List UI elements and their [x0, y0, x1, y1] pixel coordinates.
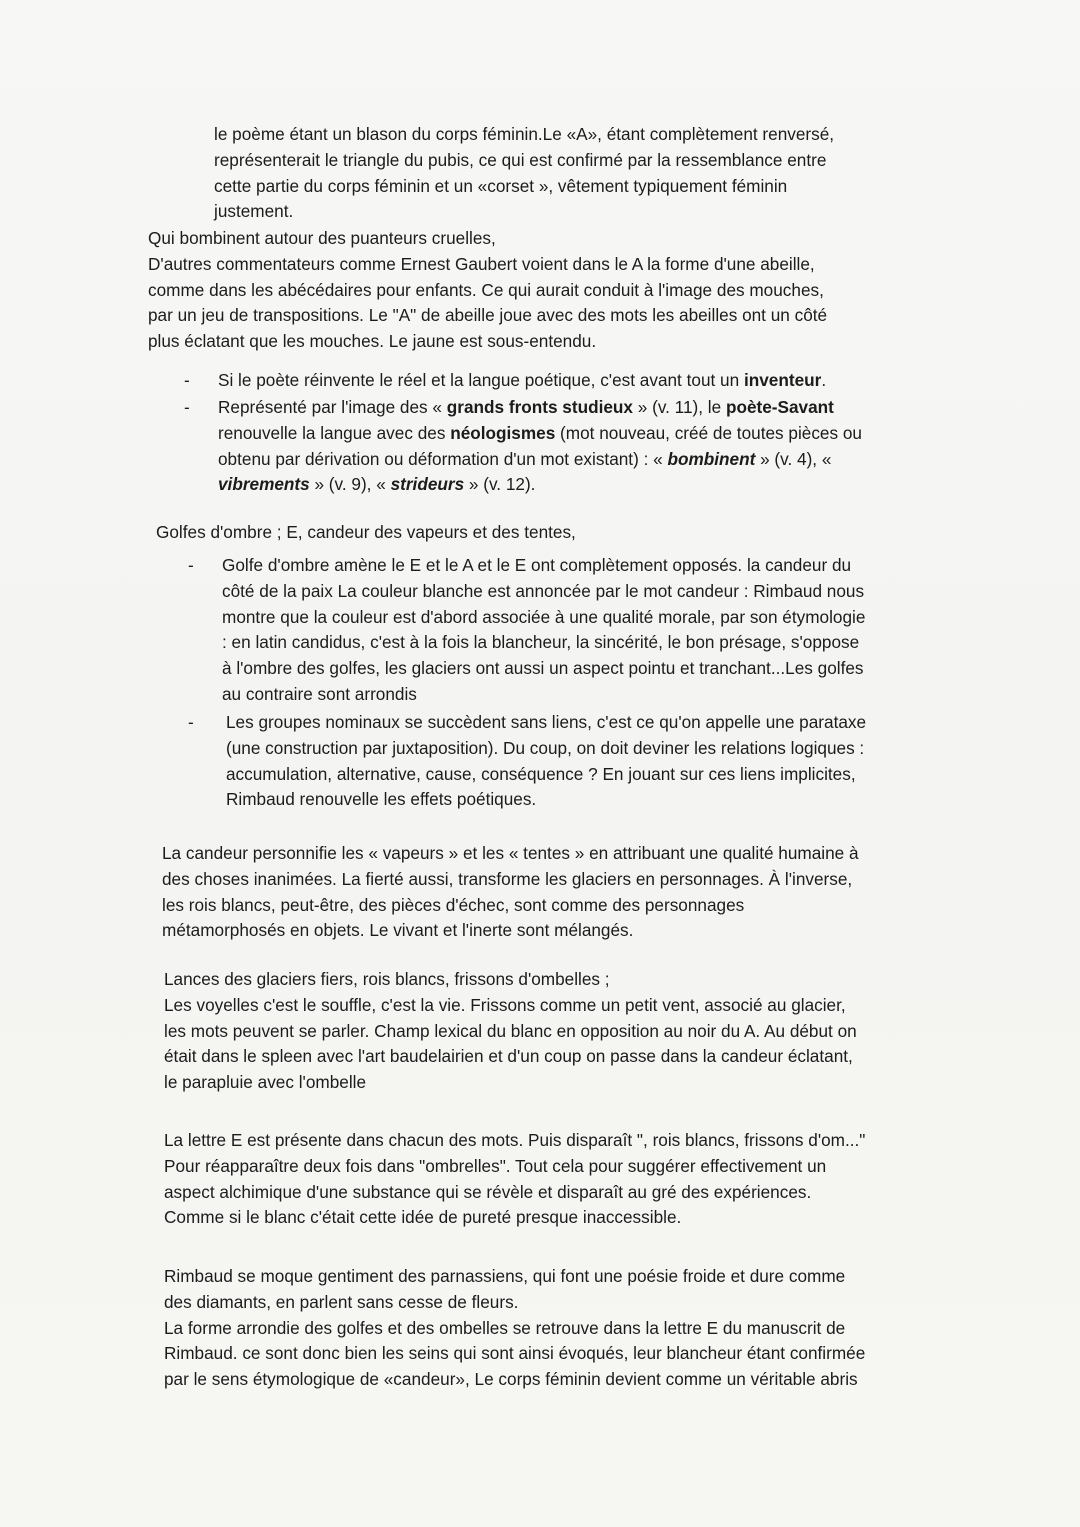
paragraph-parnassiens [164, 1264, 1059, 1393]
text-line: à l'ombre des golfes, les glaciers ont aussi un aspect pointu et tranchant...Les golfes [222, 658, 864, 679]
text-line: : en latin candidus, c'est à la fois la blancheur, la sincérité, le bon présage, s'oppose [222, 632, 860, 653]
text-line: La forme arrondie des golfes et des ombelles se retrouve dans la lettre E du manuscrit de [164, 1317, 846, 1338]
bullet-text: » (v. 11), le [632, 397, 726, 417]
bullet-text: (mot nouveau, créé de toutes pièces ou [555, 422, 862, 443]
text-line: était dans le spleen avec l'art baudelairien et d'un coup on passe dans la candeur éclatant, [164, 1046, 853, 1067]
text-line: Pour réapparaître deux fois dans "ombrelles". Tout cela pour suggérer effectivement un [164, 1155, 827, 1176]
paragraph-abeille [148, 226, 1048, 355]
paragraph-blason [214, 122, 1034, 225]
text-line: Golfe d'ombre amène le E et le A et le E ont complètement opposés. la candeur du [222, 555, 852, 575]
text-line: Rimbaud se moque gentiment des parnassiens, qui font une poésie froide et dure comme [164, 1266, 846, 1286]
paragraph-lances [164, 967, 1054, 1096]
bold-term: grands fronts studieux [446, 397, 633, 417]
bullet-text: Représenté par l'image des « [218, 397, 447, 417]
text-line: aspect alchimique d'une substance qui se révèle et disparaît au gré des expériences. [164, 1181, 812, 1202]
bold-term: néologismes [450, 422, 556, 443]
bullet-dash: - [188, 555, 194, 575]
text-line: par le sens étymologique de «candeur», Le corps féminin devient comme un véritable abris [164, 1369, 858, 1390]
bold-term: poète-Savant [725, 397, 834, 417]
bullet-text: obtenu par dérivation ou déformation d'un mot existant) : « [218, 448, 668, 469]
text-line: accumulation, alternative, cause, conséquence ? En jouant sur ces liens implicites, [226, 763, 856, 784]
text-line: côté de la paix La couleur blanche est annoncée par le mot candeur : Rimbaud nous [222, 580, 865, 601]
text-line: métamorphosés en objets. Le vivant et l'inerte sont mélangés. [162, 920, 634, 941]
text-line: par un jeu de transpositions. Le "A" de abeille joue avec des mots les abeilles ont un côté [148, 305, 828, 326]
bullet-text: renouvelle la langue avec des [218, 422, 451, 443]
bullet-neologismes [218, 395, 1048, 498]
text-line: le parapluie avec l'ombelle [164, 1072, 367, 1093]
text-line: (une construction par juxtaposition). Du coup, on doit deviner les relations logiques : [226, 737, 865, 758]
bullet-inventeur [218, 368, 1048, 394]
verse-golfes [156, 520, 1036, 546]
text-line: les mots peuvent se parler. Champ lexical du blanc en opposition au noir du A. Au début on [164, 1020, 857, 1041]
bullet-dash: - [184, 370, 190, 390]
text-line: La candeur personnifie les « vapeurs » et les « tentes » en attribuant une qualité humaine à [162, 843, 859, 863]
verse-line: Golfes d'ombre ; E, candeur des vapeurs et des tentes, [156, 522, 576, 542]
bullet-text: » (v. 9), « [309, 474, 391, 495]
text-line: les rois blancs, peut-être, des pièces d'échec, sont comme des personnages [162, 894, 745, 915]
text-line: Rimbaud renouvelle les effets poétiques. [226, 789, 537, 810]
paragraph-personnifie [162, 841, 1052, 944]
bullet-candeur [222, 553, 1052, 708]
bullet-dash: - [188, 712, 194, 732]
text-line: D'autres commentateurs comme Ernest Gaubert voient dans le A la forme d'une abeille, [148, 253, 815, 274]
text-line: le poème étant un blason du corps féminin.Le «A», étant complètement renversé, [214, 124, 835, 144]
text-line: montre que la couleur est d'abord associée à une qualité morale, par son étymologie [222, 606, 866, 627]
text-line: représenterait le triangle du pubis, ce qui est confirmé par la ressemblance entre [214, 149, 827, 170]
bullet-text: » (v. 12). [464, 474, 536, 495]
bullet-text: Si le poète réinvente le réel et la langue poétique, c'est avant tout un [218, 370, 744, 390]
text-line: Les groupes nominaux se succèdent sans liens, c'est ce qu'on appelle une parataxe [226, 712, 867, 732]
bold-italic-term: strideurs [390, 474, 465, 495]
bullet-end: . [821, 370, 827, 390]
text-line: La lettre E est présente dans chacun des mots. Puis disparaît ", rois blancs, frissons d'om..." [164, 1130, 866, 1150]
text-line: au contraire sont arrondis [222, 683, 417, 704]
bullet-text: » (v. 4), « [755, 448, 832, 469]
verse-line: Qui bombinent autour des puanteurs cruelles, [148, 228, 496, 248]
text-line: des diamants, en parlent sans cesse de fleurs. [164, 1291, 519, 1312]
bullet-dash: - [184, 397, 190, 417]
text-line: des choses inanimées. La fierté aussi, transforme les glaciers en personnages. À l'inverse, [162, 868, 853, 889]
bold-italic-term: vibrements [218, 474, 310, 495]
bold-term: inventeur [743, 370, 822, 390]
paragraph-lettre-e [164, 1128, 1054, 1231]
text-line: Comme si le blanc c'était cette idée de pureté presque inaccessible. [164, 1207, 682, 1228]
text-line: justement. [214, 201, 294, 222]
bold-italic-term: bombinent [667, 448, 756, 469]
text-line: comme dans les abécédaires pour enfants. Ce qui aurait conduit à l'image des mouches, [148, 279, 824, 300]
bullet-parataxe [226, 710, 1056, 813]
text-line: Les voyelles c'est le souffle, c'est la vie. Frissons comme un petit vent, associé au glacier, [164, 994, 846, 1015]
verse-line: Lances des glaciers fiers, rois blancs, frissons d'ombelles ; [164, 969, 610, 989]
text-line: plus éclatant que les mouches. Le jaune est sous-entendu. [148, 331, 597, 352]
text-line: cette partie du corps féminin et un «corset », vêtement typiquement féminin [214, 175, 788, 196]
text-line: Rimbaud. ce sont donc bien les seins qui sont ainsi évoqués, leur blancheur étant confirmée [164, 1343, 866, 1364]
